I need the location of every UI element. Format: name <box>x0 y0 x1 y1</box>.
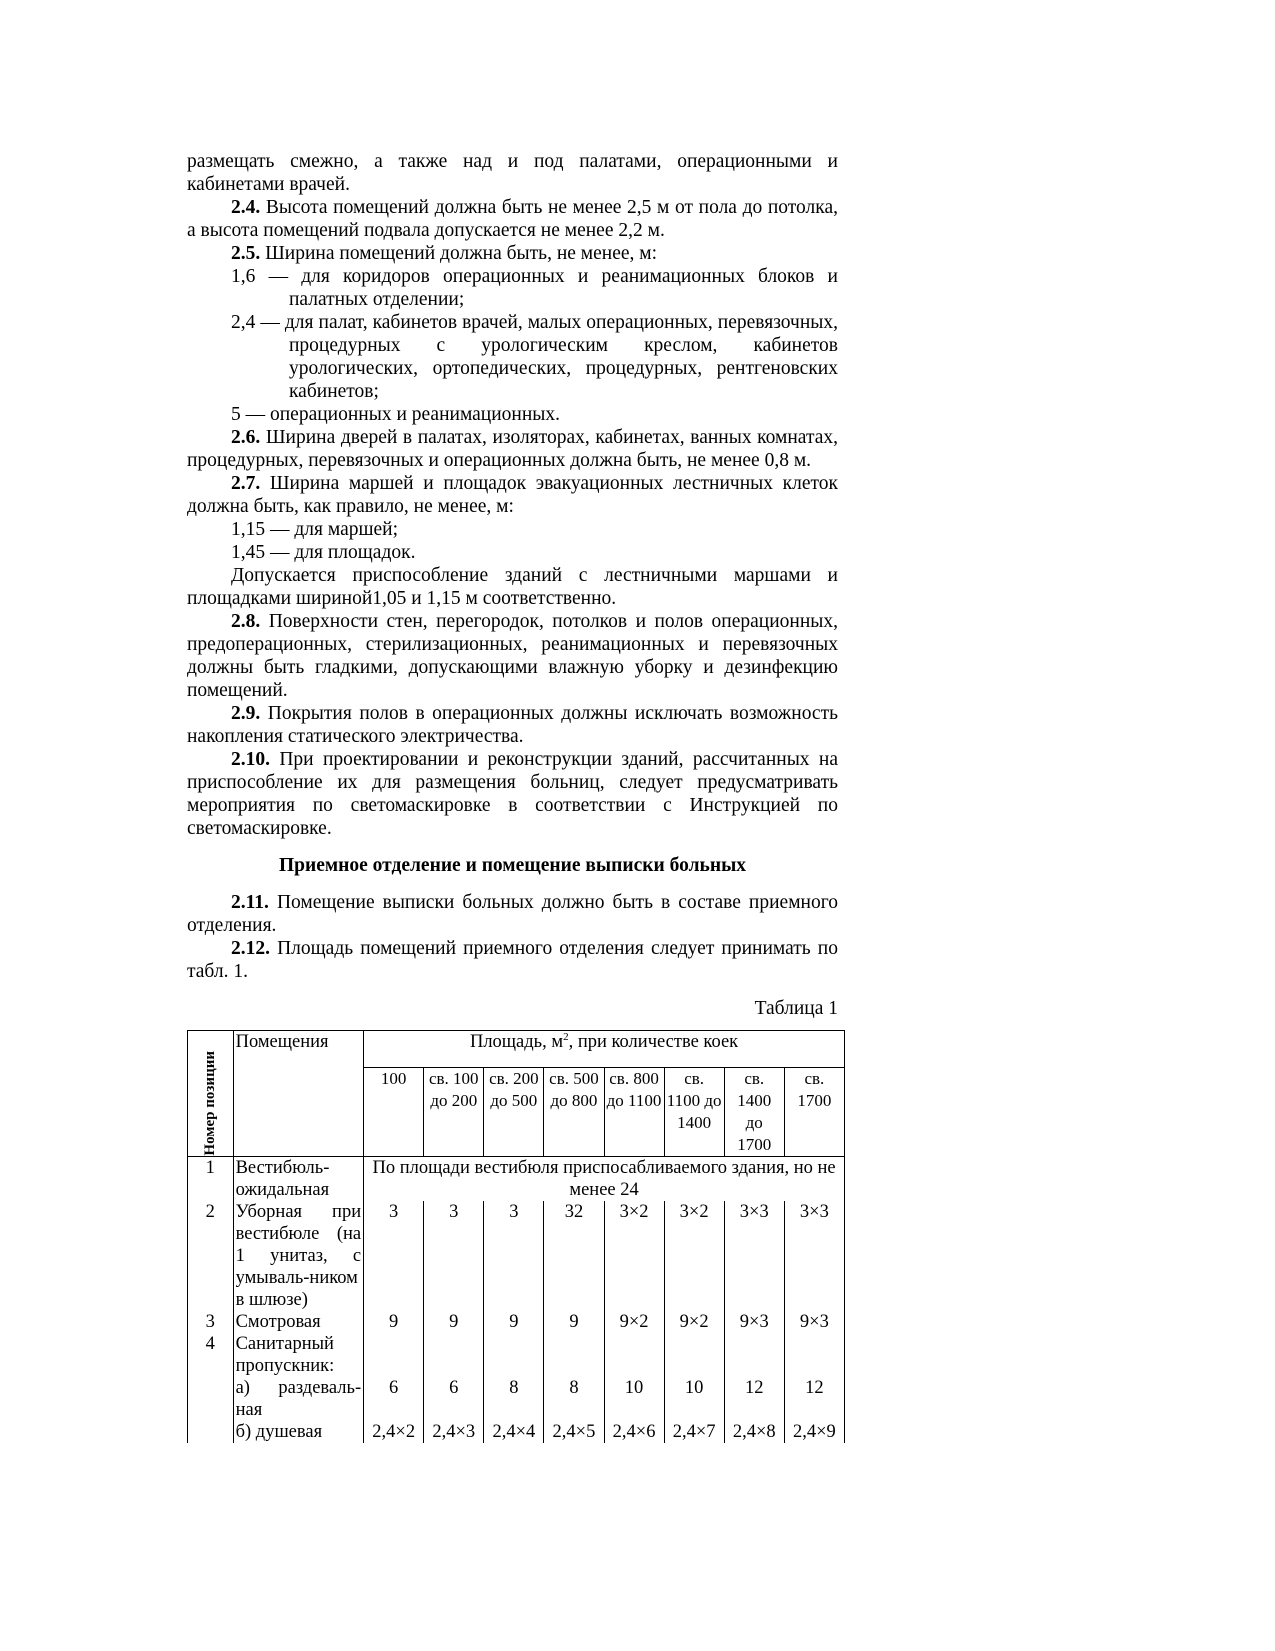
cell: 2,4×5 <box>544 1421 604 1443</box>
table-row <box>188 1421 845 1443</box>
table-row <box>188 1333 845 1377</box>
cell: 2,4×2 <box>364 1421 424 1443</box>
cell: 9×2 <box>664 1311 724 1333</box>
area-table <box>187 1030 845 1443</box>
paragraph-2-5 <box>187 242 838 265</box>
clause-number: 2.6. <box>231 427 261 448</box>
clause-text: Помещение выписки больных должно быть в составе приемного отделения. <box>187 892 838 936</box>
paragraph-2-11 <box>187 891 838 937</box>
row-name: Уборная при вестибюле (на 1 унитаз, с умываль-ником в шлюзе) <box>233 1201 364 1311</box>
row-number: 3 <box>188 1311 234 1333</box>
row-name: Смотровая <box>233 1311 364 1333</box>
paragraph-2-7 <box>187 472 838 518</box>
col-header: св. 1100 до 1400 <box>664 1067 724 1156</box>
table-row <box>188 1156 845 1201</box>
row-number: 2 <box>188 1201 234 1311</box>
cell: 9 <box>364 1311 424 1333</box>
header-area-text: Площадь, м <box>469 1032 564 1052</box>
col-header: св. 800 до 1100 <box>604 1067 664 1156</box>
header-room: Помещения <box>233 1031 364 1157</box>
clause-number: 2.10. <box>231 749 270 770</box>
cell: 9×3 <box>724 1311 784 1333</box>
col-header: св. 1700 <box>784 1067 844 1156</box>
cell: 3×3 <box>784 1201 844 1311</box>
col-header: св. 500 до 800 <box>544 1067 604 1156</box>
cell: 3×2 <box>664 1201 724 1311</box>
paragraph-2-4 <box>187 196 838 242</box>
header-position-label: Номер позиции <box>202 1051 219 1156</box>
cell: 9×3 <box>784 1311 844 1333</box>
cell: 3×3 <box>724 1201 784 1311</box>
col-header: св. 200 до 500 <box>484 1067 544 1156</box>
clause-number: 2.11. <box>231 892 269 913</box>
cell: 6 <box>424 1377 484 1421</box>
paragraph: размещать смежно, а также над и под палатами, операционными и кабинетами врачей. <box>187 151 838 195</box>
header-area-sup: 2 <box>563 1030 569 1043</box>
cell: 2,4×7 <box>664 1421 724 1443</box>
header-area <box>364 1031 845 1068</box>
row-number: 4 <box>188 1333 234 1377</box>
row-name: Санитарный пропускник: <box>233 1333 364 1377</box>
paragraph: Допускается приспособление зданий с лестничными маршами и площадками шириной1,05 и 1,15 м соответственно. <box>187 565 838 609</box>
clause-text: Поверхности стен, перегородок, потолков и полов операционных, предоперационных, стерилизационных, реанимационных и перевязочных должны быть гладкими, допускающими влажную уборку и дезинфекцию помещений. <box>187 611 838 701</box>
clause-number: 2.7. <box>231 473 261 494</box>
cell: 3×2 <box>604 1201 664 1311</box>
cell: 9 <box>484 1311 544 1333</box>
cell: 12 <box>724 1377 784 1421</box>
cell: 12 <box>784 1377 844 1421</box>
row-merged-value: По площади вестибюля приспосабливаемого здания, но не менее 24 <box>364 1156 845 1201</box>
table-row <box>188 1311 845 1333</box>
cell: 9 <box>544 1311 604 1333</box>
cell: 8 <box>484 1377 544 1421</box>
col-header: 100 <box>364 1067 424 1156</box>
clause-text: Высота помещений должна быть не менее 2,5 м от пола до потолка, а высота помещений подвала допускается не менее 2,2 м. <box>187 197 838 241</box>
header-position <box>188 1031 234 1157</box>
cell: 2,4×9 <box>784 1421 844 1443</box>
clause-text: Площадь помещений приемного отделения следует принимать по табл. 1. <box>187 938 838 982</box>
row-name: а) раздеваль-ная <box>233 1377 364 1421</box>
cell: 3 <box>484 1201 544 1311</box>
clause-text: При проектировании и реконструкции зданий, рассчитанных на приспособление их для размещения больниц, следует предусматривать мероприятия по светомаскировке в соответствии с Инструкцией по светомаскировке. <box>187 749 838 839</box>
clause-text: Ширина маршей и площадок эвакуационных лестничных клеток должна быть, как правило, не менее, м: <box>187 473 838 517</box>
cell: 6 <box>364 1377 424 1421</box>
clause-number: 2.8. <box>231 611 261 632</box>
cell: 9×2 <box>604 1311 664 1333</box>
cell: 10 <box>604 1377 664 1421</box>
document-page <box>187 150 838 1443</box>
col-header: св. 100 до 200 <box>424 1067 484 1156</box>
clause-number: 2.4. <box>231 197 261 218</box>
list-item: 1,45 — для площадок. <box>231 542 416 563</box>
paragraph-2-12 <box>187 937 838 983</box>
paragraph-2-8 <box>187 610 838 702</box>
paragraph-2-10 <box>187 748 838 840</box>
clause-number: 2.12. <box>231 938 270 959</box>
cell: 3 <box>364 1201 424 1311</box>
list-item: 1,6 — для коридоров операционных и реанимационных блоков и палатных отделении; <box>231 266 838 310</box>
row-name: б) душевая <box>233 1421 364 1443</box>
list-item: 5 — операционных и реанимационных. <box>231 404 561 425</box>
list-item: 1,15 — для маршей; <box>231 519 399 540</box>
cell: 2,4×8 <box>724 1421 784 1443</box>
list-item: 2,4 — для палат, кабинетов врачей, малых операционных, перевязочных, процедурных с урологическим креслом, кабинетов урологических, ортопедических, процедурных, рентгеновских кабинетов; <box>231 312 838 402</box>
cell: 32 <box>544 1201 604 1311</box>
clause-number: 2.5. <box>231 243 261 264</box>
table-caption: Таблица 1 <box>754 998 838 1019</box>
header-area-text-post: , при количестве коек <box>568 1032 739 1052</box>
cell: 2,4×6 <box>604 1421 664 1443</box>
cell: 8 <box>544 1377 604 1421</box>
table-header-row <box>188 1031 845 1068</box>
cell: 2,4×4 <box>484 1421 544 1443</box>
table-row <box>188 1377 845 1421</box>
clause-text: Покрытия полов в операционных должны исключать возможность накопления статического электричества. <box>187 703 838 747</box>
cell: 2,4×3 <box>424 1421 484 1443</box>
section-heading: Приемное отделение и помещение выписки больных <box>278 855 747 876</box>
row-number: 1 <box>188 1156 234 1201</box>
cell: 10 <box>664 1377 724 1421</box>
clause-text: Ширина помещений должна быть, не менее, м: <box>260 243 658 264</box>
paragraph-2-6 <box>187 426 838 472</box>
table-row <box>188 1201 845 1311</box>
cell: 3 <box>424 1201 484 1311</box>
col-header: св. 1400 до 1700 <box>724 1067 784 1156</box>
cell: 9 <box>424 1311 484 1333</box>
row-name: Вестибюль-ожидальная <box>233 1156 364 1201</box>
paragraph-2-9 <box>187 702 838 748</box>
clause-text: Ширина дверей в палатах, изоляторах, кабинетах, ванных комнатах, процедурных, перевязочных и операционных должна быть, не менее 0,8 м. <box>187 427 838 471</box>
clause-number: 2.9. <box>231 703 261 724</box>
